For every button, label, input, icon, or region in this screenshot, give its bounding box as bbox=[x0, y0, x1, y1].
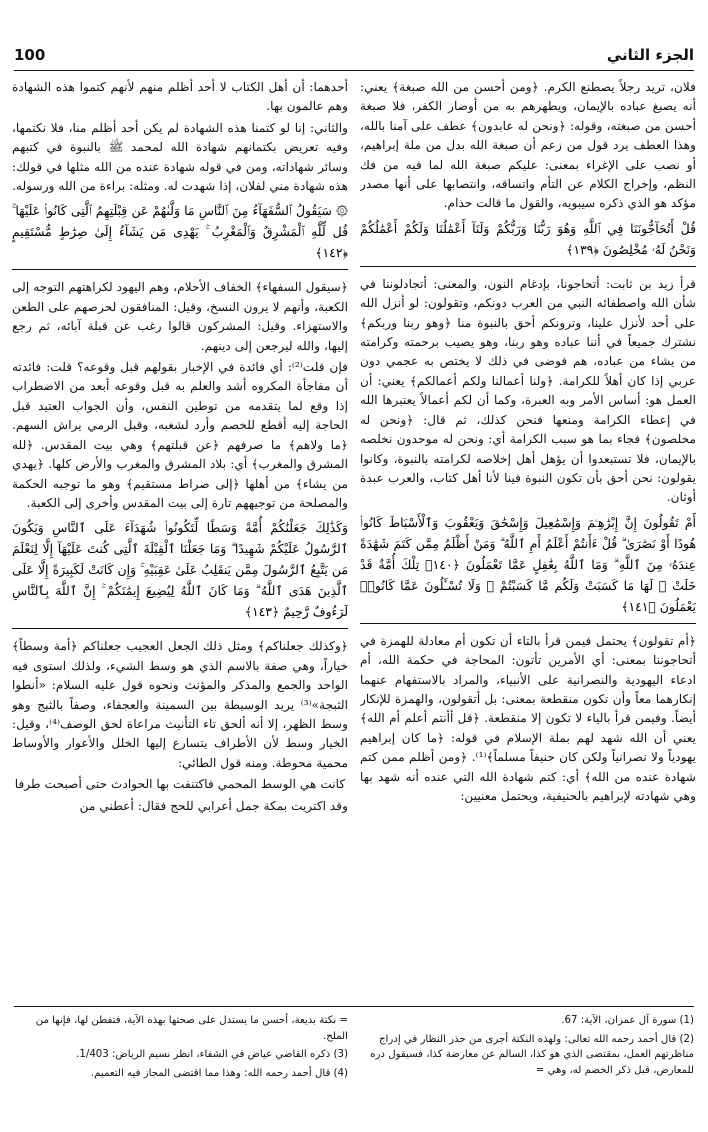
page-header bbox=[14, 44, 694, 71]
paragraph: ﴿سيقول السفهاء﴾ الخفاف الأحلام، وهم اليهود لكراهتهم التوجه إلى الكعبة، وأنهم لا يرون النسخ، وقيل: المنافقون لحرصهم على الطعن والاستهزاء. وقيل: المشركون قالوا رغب عن قبلة آبائه، ثم رجع إليها، والله ليرجعن إلى دينهم. bbox=[12, 280, 348, 353]
paragraph: وقد اكتريت بمكة جمل أعرابي للحج فقال: أعطني من bbox=[79, 798, 348, 813]
text-columns bbox=[12, 78, 696, 998]
section-divider bbox=[12, 269, 348, 270]
paragraph: أحدهما: أن أهل الكتاب لا أحد أظلم منهم لأنهم كتموا هذه الشهادة وهم عالمون بها. bbox=[12, 80, 348, 114]
footnotes-right bbox=[360, 1013, 694, 1117]
poem-verse: كانت هي الوسط المحمي فاكتنفت بها الحوادث حتى أصبحت طرفا bbox=[14, 777, 346, 792]
paragraph: والثاني: إنا لو كتمنا هذه الشهادة لم يكن أحد أظلم منا، فلا نكتمها، وفيه تعريض بكتمانهم شهادة الله لمحمد ﷺ بالنبوة في كتبهم وسائر شهاداته، ومن في قوله شهادة عنده من الله مثلها في قولك: هذه شهادة مني لفلان، إذا شهدت له. ومثله: براءة من الله ورسوله. bbox=[12, 120, 348, 194]
quran-verse: ۞ سَيَقُولُ ٱلسُّفَهَآءُ مِنَ ٱلنَّاسِ مَا وَلَّىٰهُمْ عَن قِبْلَتِهِمُ ٱلَّتِى كَانُوا۟ عَلَيْهَا ۚ قُل لِّلَّهِ ٱلْمَشْرِقُ وَٱلْمَغْرِبُ ۚ يَهْدِى مَن يَشَآءُ إِلَىٰ صِرَٰطٍ مُّسْتَقِيمٍ ﴿١٤٢﴾ bbox=[12, 203, 348, 261]
quran-verse: أَمْ تَقُولُونَ إِنَّ إِبْرَٰهِـۧمَ وَإِسْمَٰعِيلَ وَإِسْحَٰقَ وَيَعْقُوبَ وَٱلْأَسْبَاطَ كَانُوا۟ هُودًا أَوْ نَصَٰرَىٰ ۗ قُلْ ءَأَنتُمْ أَعْلَمُ أَمِ ٱللَّهُ ۗ وَمَنْ أَظْلَمُ مِمَّن كَتَمَ شَهَٰدَةً عِندَهُۥ مِنَ ٱللَّهِ ۗ وَمَا ٱللَّهُ بِغَٰفِلٍ عَمَّا تَعْمَلُونَ ﴿١٤٠﴾ تِلْكَ أُمَّةٌ قَدْ خَلَتْ ۖ لَهَا مَا كَسَبَتْ وَلَكُم مَّا كَسَبْتُمْ ۖ وَلَا تُسْـَٔلُونَ عَمَّا كَانُوا۟ يَعْمَلُونَ ﴿١٤١﴾ bbox=[360, 514, 696, 614]
paragraph: فلان، تريد رجلاً يصطنع الكرم. ﴿ومن أحسن من الله صبغة﴾ يعني: أنه يصبغ عباده بالإيمان، ويطهرهم به من أوضار الكفر، فلا صبغة أحسن من صبغته، وقوله: ﴿ونحن له عابدون﴾ عطف على آمنا بالله، وهذا العطف يرد قول من زعم أن صبغة الله بدل من ملة إبراهيم، أو نصب على الإغراء بمعنى: عليكم صبغة الله لما فيه من فك النظم، وإخراج الكلام عن التأم واتساقه، وانتصابها على أنها مصدر مؤكد هو الذي ذكره سيبويه، والقول ما قالت حذام. bbox=[360, 80, 696, 211]
left-column bbox=[12, 78, 348, 998]
footnote: (3) ذكره القاضي عياض في الشفاء، انظر نسيم الرياض: 1/403. bbox=[76, 1049, 348, 1061]
footnotes-left bbox=[14, 1013, 348, 1117]
paragraph: ﴿أم تقولون﴾ يحتمل فيمن قرأ بالتاء أن تكون أم معادلة للهمزة في أتحاجوننا بمعنى: أي الأمرين تأتون: المحاجة في حكمة الله، أم ادعاء اليهودية والنصرانية على الأنبياء، والمراد بالاستفهام عنهما إنكارهما معاً وأن تكون منقطعة بمعنى: بل أتقولون، والهمزة للإنكار أيضاً. وفيمن قرأ بالياء لا تكون إلا منقطعة. ﴿قل أأنتم أعلم أم الله﴾ يعني أن الله شهد لهم بملة الإسلام في قوله: ﴿ما كان إبراهيم يهودياً ولا نصرانياً ولكن كان حنيفاً مسلماً﴾⁽¹⁾. ﴿ومن أظلم ممن كتم شهادة عنده من الله﴾ أي: كتم شهادة الله التي عنده أنه شهد بها وهي شهادته لإبراهيم بالحنيفية، ويحتمل معنيين: bbox=[360, 633, 696, 803]
quran-verse: قُلْ أَتُحَآجُّونَنَا فِي ٱللَّهِ وَهُوَ رَبُّنَا وَرَبُّكُمْ وَلَنَآ أَعْمَٰلُنَا وَلَكُمْ أَعْمَٰلُكُمْ وَنَحْنُ لَهُۥ مُخْلِصُونَ ﴿١٣٩﴾ bbox=[360, 220, 696, 257]
footnote: = نكتة بديعة، أحسن ما يستدل على صحتها بهذه الآية، فتفطن لها، فإنها من الملح. bbox=[35, 1015, 348, 1042]
paragraph: قرأ زيد بن ثابت: أتحاجونا، بإدغام النون، والمعنى: أتجادلوننا في شأن الله واصطفائه النبي من العرب دونكم، وتقولون: لو أنزل الله على أحد لأنزل علينا، وترونكم أحق بالنبوة منا ﴿وهو ربنا وربكم﴾ نشترك جميعاً في أننا عباده وهو ربنا، وهو يصيب برحمته وكرامته من يشاء من عباده، هم فوضى في ذلك لا يختص به عجمي دون عربي إذا كان أهلاً للكرامة. ﴿ولنا أعمالنا ولكم أعمالكم﴾ يعني: أن العمل هو: أساس الأمر وبه العبرة، وكما أن لكم أعمالاً يعتبرها الله في إعطاء الكرامة ومنعها فنحن كذلك، ثم قال: ﴿ونحن له مخلصون﴾ فجاء بما هو سبب الكرامة أي: ونحن له موحدون نخلصه بالإيمان، فلا تستبعدوا أن يؤهل أهل إخلاصه لكرامته بالنبوة، وكانوا يقولون: نحن أحق بأن تكون النبوة فينا لأنا أهل كتاب، والعرب عبدة أوثان. bbox=[360, 276, 696, 505]
footnote: (2) قال أحمد رحمه الله تعالى: ولهذه النكتة أجرى من حذر النظار في إدراج مناظرتهم العمل، بمقتضى الذي هو كذا، السالم عن معارضة كذا، فسيقول دره للمعارض، قبل ذكر الخصم له، وهي = bbox=[370, 1033, 694, 1076]
footnotes bbox=[14, 1006, 694, 1117]
paragraph: فإن قلت⁽²⁾: أي فائدة في الإخبار بقولهم قبل وقوعه؟ قلت: فائدته أن مفاجأة المكروه أشد والعلم به قبل وقوعه أبعد من الاضطراب إذا وقع لما يتقدمه من توطين النفس، وأن الجواب العتيد قبل الحاجة إليه أقطع للخصم وأرد لشغبه، وقبل الرمي يراش السهم. ﴿ما ولاهم﴾ ما صرفهم ﴿عن قبلتهم﴾ وهي بيت المقدس. ﴿لله المشرق والمغرب﴾ أي: بلاد المشرق والمغرب والأرض كلها. ﴿يهدي من يشاء﴾ من أهلها ﴿إلى صراط مستقيم﴾ وهو ما توجبه الحكمة والمصلحة من توجيههم تارة إلى بيت المقدس وأخرى إلى الكعبة. bbox=[12, 360, 348, 510]
paragraph: ﴿وكذلك جعلناكم﴾ ومثل ذلك الجعل العجيب جعلناكم ﴿أمة وسطاً﴾ خياراً، وهي صفة بالاسم الذي هو وسط الشيء، ولذلك استوى فيه الواحد والجمع والمذكر والمؤنث ونحوه قول عليه السلام: «أنطوا الثبجة»⁽³⁾ يريد الوسيطة بين السمينة والعجفاء، وصفاً بالثبج وهو وسط الظهر، إلا أنه ألحق تاء التأنيث مراعاة لحق الوصف⁽⁴⁾، وقيل: الخيار وسط لأن الأطراف يتسارع إليها الخلل والأعوار والأوساط محمية محوطة. ومنه قول الطائي: bbox=[12, 639, 348, 770]
footnote: (4) قال أحمد رحمه الله: وهذا مما اقتضى المجاز فيه التعميم. bbox=[90, 1067, 348, 1079]
section-divider bbox=[12, 628, 348, 629]
right-column bbox=[360, 78, 696, 998]
section-divider bbox=[360, 266, 696, 267]
section-divider bbox=[360, 623, 696, 624]
footnote: (1) سورة آل عمران، الآية: 67. bbox=[561, 1015, 694, 1026]
page-number: 100 bbox=[14, 46, 46, 64]
part-title: الجزء الثاني bbox=[606, 46, 694, 64]
quran-verse: وَكَذَٰلِكَ جَعَلْنَٰكُمْ أُمَّةً وَسَطًا لِّتَكُونُوا۟ شُهَدَآءَ عَلَى ٱلنَّاسِ وَيَكُونَ ٱلرَّسُولُ عَلَيْكُمْ شَهِيدًا ۗ وَمَا جَعَلْنَا ٱلْقِبْلَةَ ٱلَّتِى كُنتَ عَلَيْهَآ إِلَّا لِنَعْلَمَ مَن يَتَّبِعُ ٱلرَّسُولَ مِمَّن يَنقَلِبُ عَلَىٰ عَقِبَيْهِ ۚ وَإِن كَانَتْ لَكَبِيرَةً إِلَّا عَلَى ٱلَّذِينَ هَدَى ٱللَّهُ ۗ وَمَا كَانَ ٱللَّهُ لِيُضِيعَ إِيمَٰنَكُمْ ۚ إِنَّ ٱللَّهَ بِٱلنَّاسِ لَرَءُوفٌ رَّحِيمٌ ﴿١٤٣﴾ bbox=[12, 520, 348, 620]
